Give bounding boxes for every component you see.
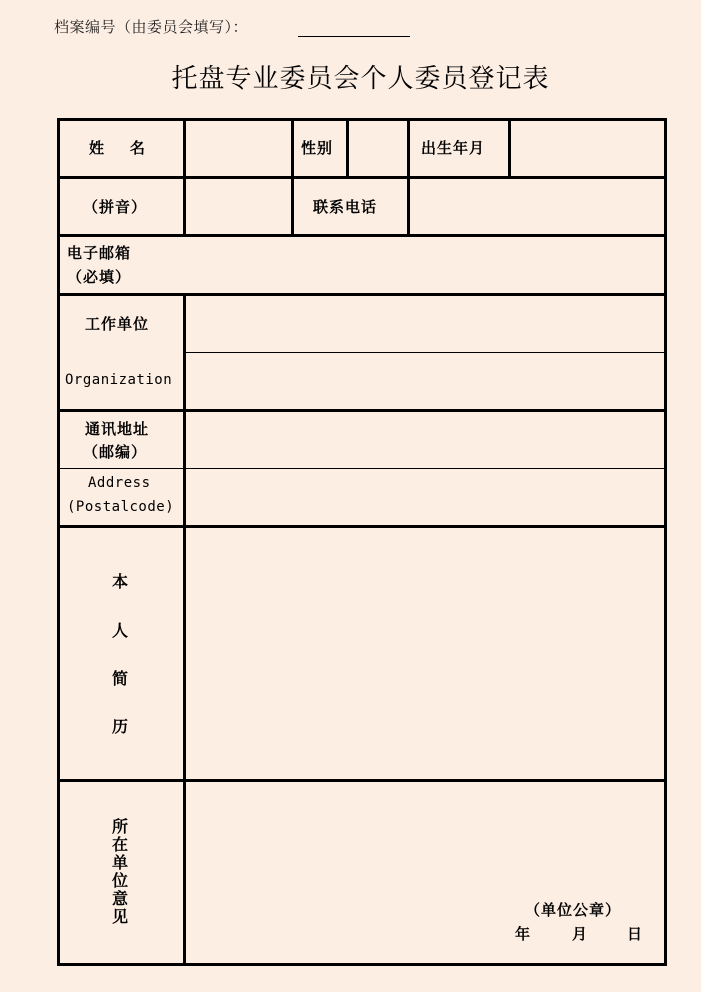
opinion-label-char: 位	[111, 871, 128, 890]
date-day-label: 日	[627, 925, 644, 943]
pinyin-label: （拼音）	[83, 198, 148, 216]
pinyin-field[interactable]	[186, 179, 291, 234]
email-required-note: （必填）	[67, 268, 132, 286]
page-title: 托盘专业委员会个人委员登记表	[171, 64, 550, 94]
date-month-label: 月	[572, 925, 589, 943]
col-divider	[291, 118, 294, 235]
phone-field[interactable]	[410, 179, 664, 234]
name-field[interactable]	[186, 121, 291, 176]
phone-label: 联系电话	[313, 198, 378, 216]
resume-label-char: 本	[111, 572, 128, 591]
opinion-label-char: 所	[111, 817, 128, 836]
address-cn-label: 通讯地址	[85, 420, 150, 438]
birth-date-field[interactable]	[511, 121, 664, 176]
registration-table	[57, 118, 667, 966]
address-cn-field[interactable]	[186, 412, 664, 468]
archive-number-field[interactable]	[298, 36, 410, 37]
table-border-left	[57, 118, 60, 966]
opinion-label-char: 意	[111, 889, 128, 908]
table-border-right	[664, 118, 667, 966]
resume-label-char: 历	[111, 717, 128, 736]
postal-code-cn-label: （邮编）	[83, 443, 148, 461]
opinion-label-char: 见	[111, 907, 128, 926]
unit-seal-label: （单位公章）	[525, 901, 622, 919]
resume-label-char: 简	[111, 669, 128, 688]
table-border-bottom	[57, 963, 667, 966]
resume-label-char: 人	[111, 621, 128, 640]
email-label: 电子邮箱	[67, 244, 132, 262]
work-unit-label: 工作单位	[85, 315, 150, 333]
gender-label: 性别	[301, 139, 334, 157]
date-year-label: 年	[515, 925, 532, 943]
opinion-label-char: 在	[111, 835, 128, 854]
archive-number-label: 档案编号（由委员会填写）：	[54, 18, 249, 36]
name-label: 姓 名	[89, 139, 146, 157]
organization-field[interactable]	[186, 353, 664, 409]
address-en-field[interactable]	[186, 469, 664, 525]
postal-code-en-label: (Postalcode)	[67, 499, 175, 515]
birth-date-label: 出生年月	[421, 139, 486, 157]
email-field[interactable]	[186, 237, 664, 293]
organization-label: Organization	[65, 372, 173, 388]
opinion-field[interactable]	[186, 782, 664, 963]
address-en-label: Address	[88, 475, 151, 491]
opinion-label-char: 单	[111, 853, 128, 872]
resume-field[interactable]	[186, 528, 664, 779]
gender-field[interactable]	[349, 121, 407, 176]
work-unit-field[interactable]	[186, 296, 664, 352]
